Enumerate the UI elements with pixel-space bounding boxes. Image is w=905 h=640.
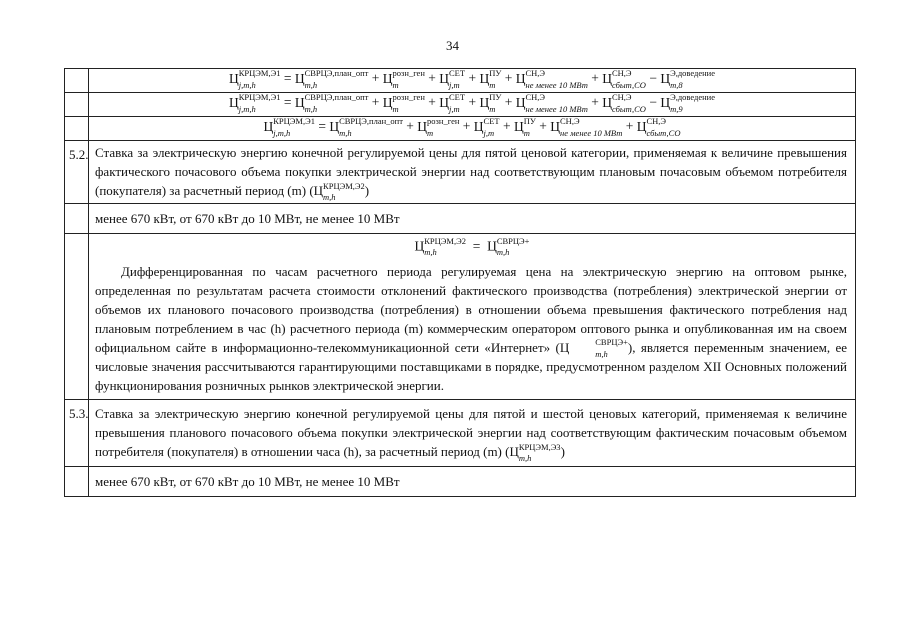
tariff-table	[64, 68, 856, 497]
formula-term: Ц розн_ген m	[382, 68, 425, 90]
formula-e1-8	[89, 69, 855, 92]
formula-term: Ц СВРЦЭ,план_опт m,h	[294, 92, 369, 114]
formula-operator: −	[645, 70, 661, 86]
formula-operator: +	[622, 118, 637, 134]
formula-term: Ц Э,доведение m,8	[660, 68, 715, 90]
formula-row	[65, 69, 856, 93]
price-symbol: Ц КРЦЭМ,Э2 m,h	[313, 180, 365, 203]
formula-row	[65, 93, 856, 117]
formula-e1-9	[89, 93, 855, 116]
formula-e1-base	[89, 117, 855, 140]
formula-term: Ц СВРЦЭ,план_опт m,h	[329, 116, 403, 138]
section-5-3-title: Ставка за электрическую энергию конечной регулируемой цены для пятой и шестой ценовых категорий, применяемая к величине превышения планового почасового объема покупки электрической энергии над соответствующим фактическим почасовым объемом потребителя (покупателя) в отношении часа (h), за расчетный период (m) (Ц КРЦЭМ,Э3 m,h )	[95, 406, 847, 464]
formula-operator: +	[368, 70, 383, 86]
formula-term: Ц розн_ген m	[382, 92, 425, 114]
formula-operator: +	[499, 118, 514, 134]
formula-term: Ц СЕТ j,m	[439, 92, 466, 114]
formula-term: Ц СН,Э не менее 10 МВт	[515, 92, 588, 114]
section-5-2-description: Дифференцированная по часам расчетного периода регулируемая цена на электрическую энергию на оптовом рынке, определенная по результатам расчета стоимости отклонений фактического производства (потребления) электрической энергии от объемов их планового почасового производства (потребления) в отношении объема превышения фактического потребления над плановым потреблением в час (h) расчетного периода (m) коммерческим оператором оптового рынка и опубликованная им на своем официальном сайте в информационно-телекоммуникационной сети «Интернет» (Ц СВРЦЭ+ m,h ), является переменным значением, ее числовые значения рассчитываются гарантирующими поставщиками в порядке, предусмотренном разделом XII Основных положений функционирования розничных рынков электрической энергии.	[95, 263, 848, 394]
section-5-3-capacity-row	[65, 466, 856, 496]
formula-term: Ц ПУ m	[513, 116, 536, 138]
price-symbol: Ц СВРЦЭ+ m,h	[559, 337, 628, 359]
formula-term: Ц СН,Э сбыт,СО	[636, 116, 681, 138]
formula-operator: +	[587, 70, 603, 86]
capacity-text: менее 670 кВт, от 670 кВт до 10 МВт, не менее 10 МВт	[95, 473, 400, 489]
section-5-2-desc-row	[65, 233, 856, 400]
formula-operator: =	[280, 70, 295, 86]
formula-term: Ц СЕТ j,m	[473, 116, 500, 138]
formula-lhs: Ц КРЦЭМ,Э1 j,m,h	[229, 92, 281, 114]
formula-operator: −	[645, 94, 661, 110]
formula-lhs: Ц КРЦЭМ,Э1 j,m,h	[229, 68, 281, 90]
formula-term: Ц СВРЦЭ,план_опт m,h	[294, 68, 369, 90]
capacity-text: менее 670 кВт, от 670 кВт до 10 МВт, не менее 10 МВт	[95, 210, 400, 226]
formula-term: Ц ПУ m	[479, 68, 502, 90]
formula-lhs: Ц КРЦЭМ,Э1 j,m,h	[263, 116, 315, 138]
formula-term: Ц СН,Э не менее 10 МВт	[550, 116, 623, 138]
section-5-3-title-row	[65, 400, 856, 467]
formula-term: Ц СН,Э сбыт,СО	[602, 68, 646, 90]
formula-operator: +	[368, 94, 383, 110]
formula-operator: +	[587, 94, 603, 110]
formula-operator: +	[424, 70, 440, 86]
formula-row	[65, 117, 856, 141]
formula-operator: +	[465, 94, 480, 110]
formula-operator: +	[535, 118, 551, 134]
formula-operator: +	[501, 94, 516, 110]
formula-operator: +	[402, 118, 418, 134]
formula-operator: +	[459, 118, 474, 134]
formula-term: Ц СЕТ j,m	[439, 68, 466, 90]
section-5-2-title-row	[65, 141, 856, 204]
section-5-2-title: Ставка за электрическую энергию конечной регулируемой цены для пятой ценовой категории, применяемая к величине превышения фактического почасового объема покупки электрической энергии над соответствующим плановым почасовым объемом потребителя (покупателя) за расчетный период (m) (Ц КРЦЭМ,Э2 m,h )	[95, 145, 847, 203]
formula-term: Ц СН,Э сбыт,СО	[602, 92, 646, 114]
formula-operator: =	[280, 94, 295, 110]
formula-term: Ц СН,Э не менее 10 МВт	[515, 68, 588, 90]
formula-operator: +	[424, 94, 440, 110]
formula-term: Ц розн_ген m	[417, 116, 460, 138]
formula-operator: +	[501, 70, 516, 86]
formula-operator: =	[314, 118, 330, 134]
formula-operator: +	[465, 70, 480, 86]
section-number: 5.3.	[65, 400, 89, 467]
formula-e2: Ц КРЦЭМ,Э2 m,h = Ц СВРЦЭ+ m,h	[414, 235, 530, 258]
section-5-2-capacity-row	[65, 203, 856, 233]
formula-term: Ц ПУ m	[479, 92, 502, 114]
page-number: 34	[446, 38, 459, 53]
formula-term: Ц Э,доведение m,9	[660, 92, 715, 114]
price-symbol: Ц КРЦЭМ,Э3 m,h	[509, 441, 561, 464]
section-number: 5.2.	[65, 141, 89, 204]
